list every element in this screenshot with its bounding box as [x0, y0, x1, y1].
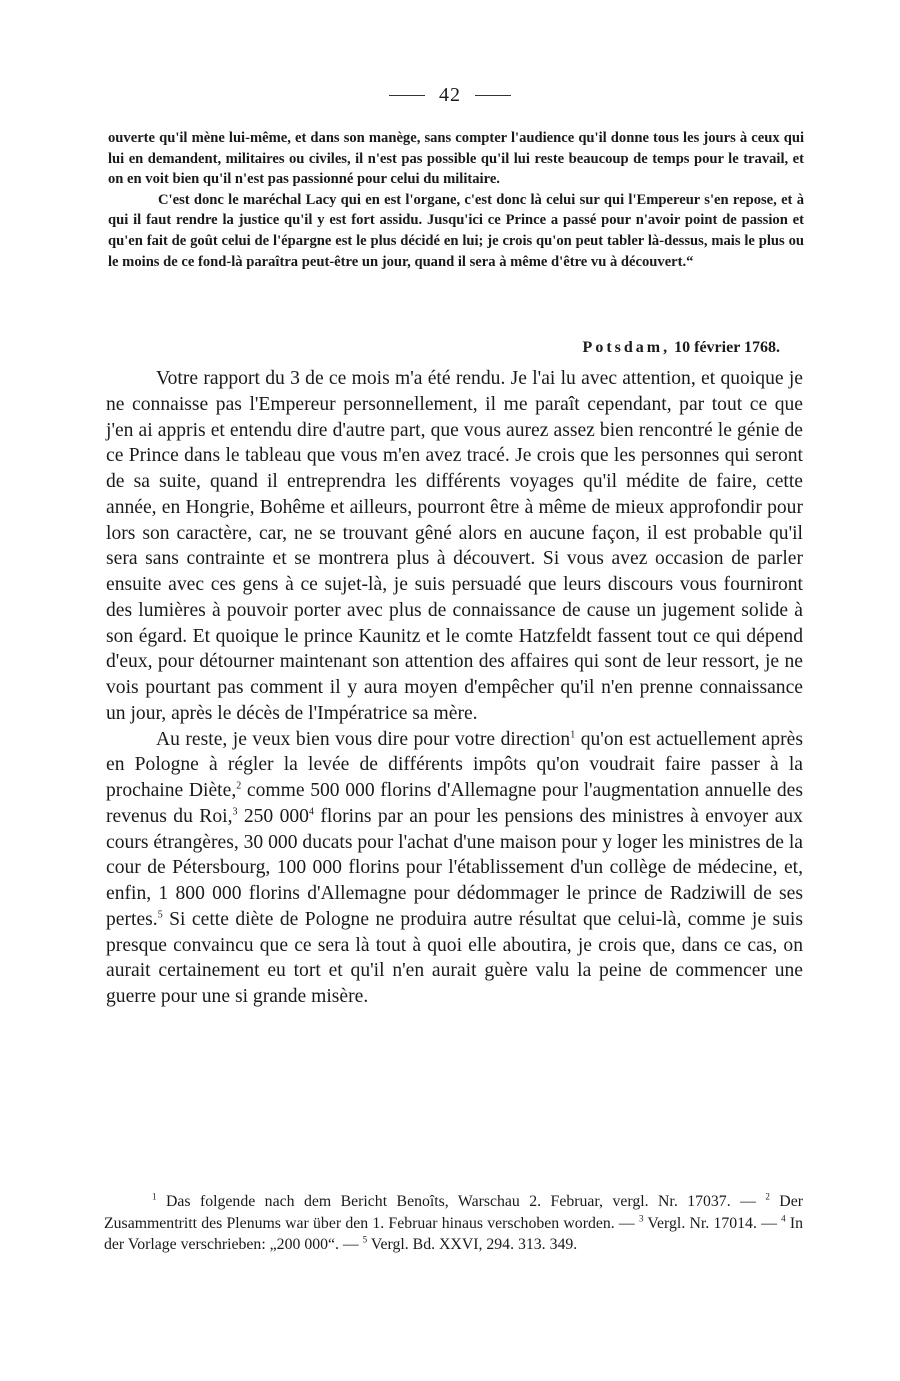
footnote-ref: 2 [236, 780, 242, 792]
footnote-mark: 2 [765, 1191, 770, 1202]
footnote-block [104, 1191, 803, 1256]
quote-paragraph: ouverte qu'il mène lui-même, et dans son manège, sans compter l'audience qu'il donne tous les jours à ceux qui lui en demandent, militaires ou civiles, il n'est pas possible qu'il lui reste beaucoup de temps pour le travail, et on en voit bien qu'il n'est pas passionné pour celui du militaire. [108, 130, 804, 188]
footnote-ref: 5 [157, 909, 163, 921]
footnote-ref: 3 [232, 806, 238, 818]
text-segment: florins par an pour les pensions des ministres à envoyer aux cours étrangères, 30 000 ducats pour l'achat d'une maison pour y loger les ministres de la cour de Pétersbourg, 100 000 florins pour l'établissement d'un collège de médecine, et, enfin, 1 800 000 florins d'Allemagne pour dédommager le prince de Radziwill de ses pertes. [106, 805, 804, 930]
footnote-text: In der Vorlage verschrieben: „200 000“. — [104, 1214, 804, 1253]
header-rule-right [475, 95, 511, 96]
dateline-place: Potsdam, [582, 339, 671, 356]
footnote-mark: 4 [781, 1213, 786, 1224]
text-segment: Si cette diète de Pologne ne produira autre résultat que celui-là, comme je suis presque convaincu que ce sera là tout à quoi elle aboutira, je crois que, dans ce cas, on aurait certainement eu tort et qu'il n'en aurait guère valu la peine de commencer une guerre pour une si grande misère. [106, 908, 803, 1007]
footnote-text: Das folgende nach dem Bericht Benoîts, Warschau 2. Februar, vergl. Nr. 17037. — [156, 1193, 766, 1210]
footnote-text: Vergl. Nr. 17014. — [643, 1214, 782, 1232]
page-header [0, 84, 900, 107]
footnotes [104, 1191, 803, 1256]
page-number: 42 [439, 84, 461, 106]
letter-paragraph [106, 727, 803, 1010]
footnote-mark: 1 [152, 1191, 157, 1202]
text-segment: comme 500 000 florins d'Allemagne pour l'augmentation annuelle des revenus du Roi, [106, 780, 803, 827]
dateline-date: 10 février 1768. [674, 339, 780, 356]
footnote-text: Der Zusammentritt des Plenums war über den 1. Februar hinaus verschoben worden. — [104, 1193, 803, 1232]
quoted-report [108, 128, 804, 272]
text-segment: 250 000 [237, 805, 309, 827]
text-segment: Au reste, je veux bien vous dire pour votre direction [156, 728, 571, 750]
footnote-mark: 5 [362, 1234, 368, 1245]
footnote-mark: 3 [638, 1213, 644, 1224]
header-rule-left [389, 95, 425, 96]
dateline [108, 339, 780, 357]
text-segment: qu'on est actuellement après en Pologne à régler la levée de différents impôts qu'on voudrait faire passer à la prochaine Diète, [106, 728, 803, 801]
footnote-ref: 4 [308, 806, 314, 818]
quote-paragraph: C'est donc le maréchal Lacy qui en est l'organe, c'est donc là celui sur qui l'Empereur s'en repose, et à qui il faut rendre la justice qu'il y est fort assidu. Jusqu'ici ce Prince a passé pour n'avoir point de passion et qu'en fait de goût celui de l'épargne est le plus décidé en lui; je crois qu'on peut tabler là-dessus, mais le plus ou le moins de ce fond-là paraîtra peut-être un jour, quand il sera à même d'être vu à découvert.“ [108, 191, 804, 270]
letter-body [106, 366, 803, 1010]
footnote-ref: 1 [570, 728, 576, 740]
letter-paragraph: Votre rapport du 3 de ce mois m'a été rendu. Je l'ai lu avec attention, et quoique je ne connaisse pas l'Empereur personnellement, il me paraît cependant, par tout ce que j'en ai appris et entendu dire d'autre part, que vous aurez assez bien rencontré le génie de ce Prince dans le tableau que vous m'en avez tracé. Je crois que les personnes qui seront de sa suite, quand il entreprendra les différents voyages qu'il médite de faire, cette année, en Hongrie, Bohême et ailleurs, pourront être à même de mieux approfondir pour lors son caractère, car, ne se trouvant gêné alors en aucune façon, il est probable qu'il sera sans contrainte et se montrera plus à découvert. Si vous avez occasion de parler ensuite avec ces gens à ce sujet-là, je suis persuadé que leurs discours vous fourniront des lumières à pouvoir porter avec plus de connaissance de cause un jugement solide à son égard. Et quoique le prince Kaunitz et le comte Hatzfeldt fassent tout ce qui dépend d'eux, pour détourner maintenant son attention des affaires qui sont de leur ressort, je ne vois pourtant pas comment il y aura moyen d'empêcher qu'il n'en prenne connaissance un jour, après le décès de l'Impératrice sa mère. [106, 368, 803, 724]
footnote-text: Vergl. Bd. XXVI, 294. 313. 349. [367, 1236, 578, 1253]
